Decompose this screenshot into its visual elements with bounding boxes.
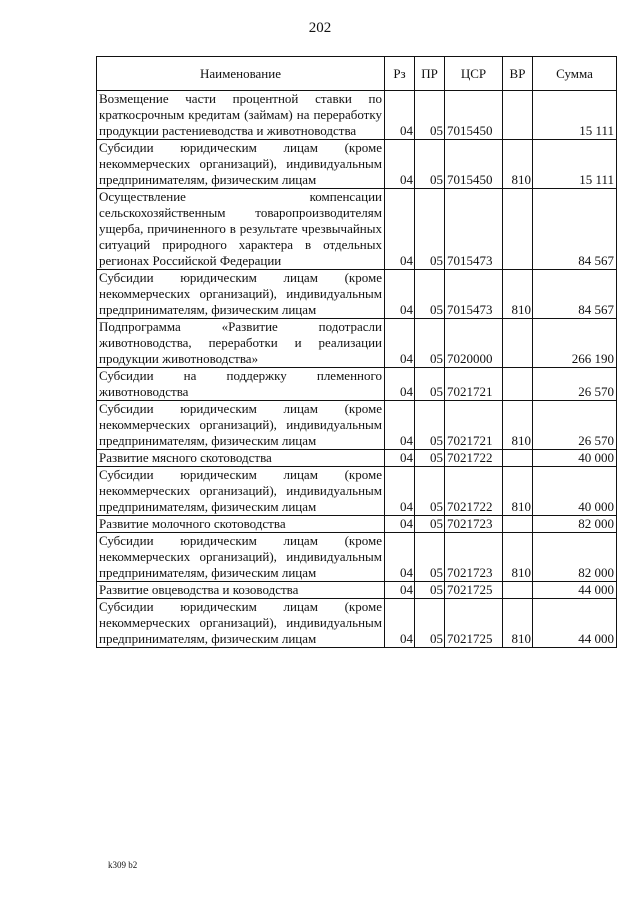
- row-pr: 05: [415, 533, 445, 582]
- row-csr: 7015450: [445, 91, 503, 140]
- table-row: [97, 582, 617, 599]
- row-vr: 810: [503, 401, 533, 450]
- row-csr: 7021725: [445, 599, 503, 648]
- row-rz: 04: [385, 599, 415, 648]
- table-row: [97, 270, 617, 319]
- row-rz: 04: [385, 189, 415, 270]
- row-csr: 7015473: [445, 270, 503, 319]
- row-vr: 810: [503, 599, 533, 648]
- row-pr: 05: [415, 270, 445, 319]
- row-rz: 04: [385, 450, 415, 467]
- table-row: [97, 467, 617, 516]
- row-pr: 05: [415, 450, 445, 467]
- row-name: Субсидии юридическим лицам (кроме некоммерческих организаций), индивидуальным предпринимателям, физическим лицам: [97, 270, 385, 319]
- header-name: Наименование: [97, 57, 385, 91]
- row-sum: 266 190: [533, 319, 617, 368]
- table-row: [97, 189, 617, 270]
- table-row: [97, 91, 617, 140]
- header-sum: Сумма: [533, 57, 617, 91]
- row-sum: 40 000: [533, 450, 617, 467]
- row-pr: 05: [415, 599, 445, 648]
- table-row: [97, 599, 617, 648]
- row-csr: 7021723: [445, 516, 503, 533]
- row-pr: 05: [415, 189, 445, 270]
- row-vr: [503, 189, 533, 270]
- row-pr: 05: [415, 516, 445, 533]
- row-csr: 7021721: [445, 401, 503, 450]
- row-rz: 04: [385, 319, 415, 368]
- row-csr: 7021722: [445, 467, 503, 516]
- row-pr: 05: [415, 91, 445, 140]
- row-name: Субсидии на поддержку племенного животноводства: [97, 368, 385, 401]
- row-csr: 7021723: [445, 533, 503, 582]
- footer-code: k309 b2: [108, 860, 138, 870]
- row-rz: 04: [385, 467, 415, 516]
- row-vr: 810: [503, 533, 533, 582]
- row-csr: 7021721: [445, 368, 503, 401]
- row-vr: 810: [503, 270, 533, 319]
- row-vr: [503, 516, 533, 533]
- table-row: [97, 516, 617, 533]
- row-sum: 44 000: [533, 599, 617, 648]
- row-rz: 04: [385, 582, 415, 599]
- row-csr: 7015450: [445, 140, 503, 189]
- row-name: Субсидии юридическим лицам (кроме некоммерческих организаций), индивидуальным предпринимателям, физическим лицам: [97, 599, 385, 648]
- table-row: [97, 401, 617, 450]
- row-vr: 810: [503, 467, 533, 516]
- row-sum: 44 000: [533, 582, 617, 599]
- row-sum: 82 000: [533, 533, 617, 582]
- row-vr: [503, 91, 533, 140]
- row-name: Субсидии юридическим лицам (кроме некоммерческих организаций), индивидуальным предпринимателям, физическим лицам: [97, 467, 385, 516]
- row-rz: 04: [385, 401, 415, 450]
- row-rz: 04: [385, 270, 415, 319]
- row-sum: 82 000: [533, 516, 617, 533]
- row-sum: 84 567: [533, 270, 617, 319]
- row-name: Развитие мясного скотоводства: [97, 450, 385, 467]
- header-vr: ВР: [503, 57, 533, 91]
- row-name: Субсидии юридическим лицам (кроме некоммерческих организаций), индивидуальным предпринимателям, физическим лицам: [97, 533, 385, 582]
- row-vr: [503, 450, 533, 467]
- row-rz: 04: [385, 368, 415, 401]
- row-sum: 84 567: [533, 189, 617, 270]
- row-sum: 40 000: [533, 467, 617, 516]
- table-row: [97, 319, 617, 368]
- row-pr: 05: [415, 368, 445, 401]
- row-csr: 7020000: [445, 319, 503, 368]
- page-number: 202: [308, 20, 332, 36]
- header-pr: ПР: [415, 57, 445, 91]
- row-vr: 810: [503, 140, 533, 189]
- row-name: Субсидии юридическим лицам (кроме некоммерческих организаций), индивидуальным предпринимателям, физическим лицам: [97, 140, 385, 189]
- table-row: [97, 450, 617, 467]
- row-pr: 05: [415, 401, 445, 450]
- row-rz: 04: [385, 140, 415, 189]
- row-name: Развитие овцеводства и козоводства: [97, 582, 385, 599]
- row-pr: 05: [415, 319, 445, 368]
- row-rz: 04: [385, 91, 415, 140]
- row-pr: 05: [415, 467, 445, 516]
- row-name: Подпрограмма «Развитие подотрасли животноводства, переработки и реализации продукции животноводства»: [97, 319, 385, 368]
- header-rz: Рз: [385, 57, 415, 91]
- row-vr: [503, 319, 533, 368]
- table-row: [97, 533, 617, 582]
- row-sum: 26 570: [533, 401, 617, 450]
- table-row: [97, 368, 617, 401]
- row-vr: [503, 368, 533, 401]
- row-sum: 15 111: [533, 91, 617, 140]
- row-pr: 05: [415, 582, 445, 599]
- row-sum: 26 570: [533, 368, 617, 401]
- row-rz: 04: [385, 516, 415, 533]
- row-name: Развитие молочного скотоводства: [97, 516, 385, 533]
- row-csr: 7021722: [445, 450, 503, 467]
- row-sum: 15 111: [533, 140, 617, 189]
- row-csr: 7015473: [445, 189, 503, 270]
- row-name: Субсидии юридическим лицам (кроме некоммерческих организаций), индивидуальным предпринимателям, физическим лицам: [97, 401, 385, 450]
- row-name: Осуществление компенсации сельскохозяйственным товаропроизводителям ущерба, причиненного в результате чрезвычайных ситуаций природного характера в отдельных регионах Российской Федерации: [97, 189, 385, 270]
- header-csr: ЦСР: [445, 57, 503, 91]
- budget-table: [96, 56, 617, 648]
- row-csr: 7021725: [445, 582, 503, 599]
- table-header-row: [97, 57, 617, 91]
- row-vr: [503, 582, 533, 599]
- row-name: Возмещение части процентной ставки по краткосрочным кредитам (займам) на переработку продукции растениеводства и животноводства: [97, 91, 385, 140]
- row-pr: 05: [415, 140, 445, 189]
- row-rz: 04: [385, 533, 415, 582]
- table-row: [97, 140, 617, 189]
